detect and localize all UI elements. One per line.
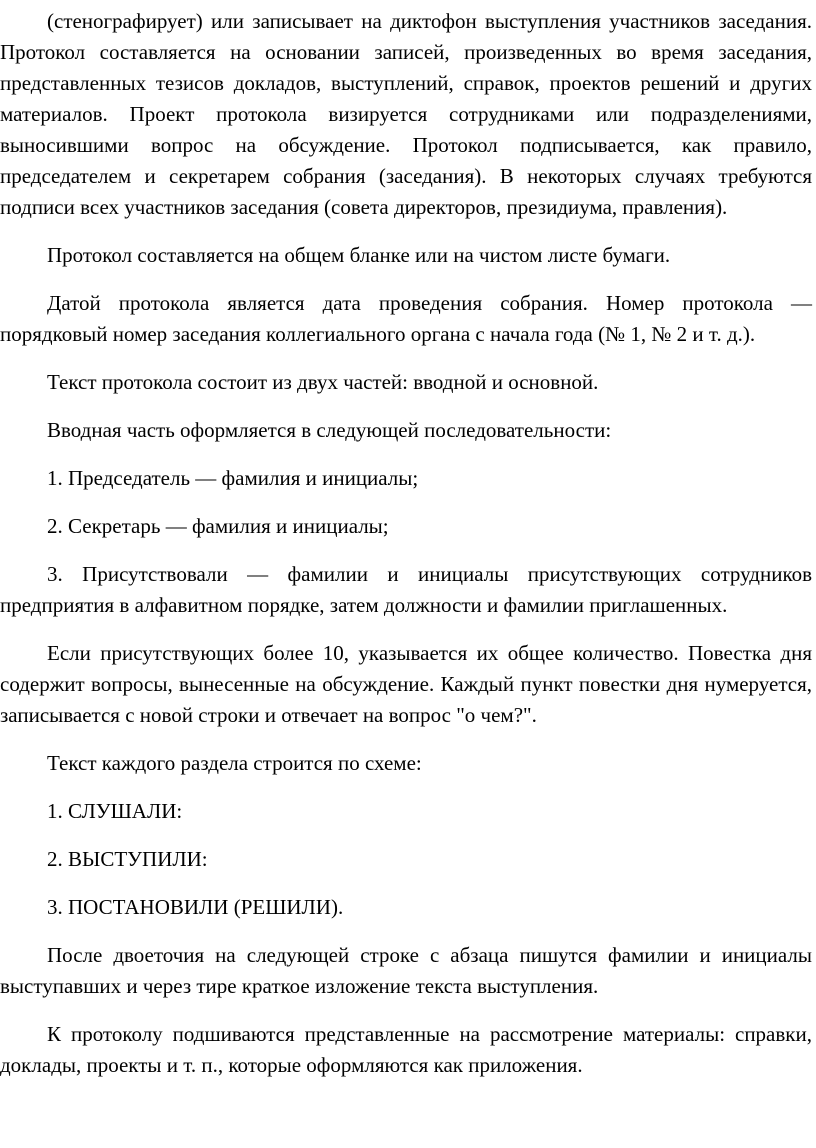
paragraph-section-scheme: Текст каждого раздела строится по схеме: — [47, 751, 422, 775]
paragraph-agenda: Если присутствующих более 10, указывается их общее количество. Повестка дня содержит вопросы, вынесенные на обсуждение. Каждый пункт повестки дня нумеруется, записывается с новой строки и отвечает на вопрос "о чем?". — [0, 641, 812, 727]
paragraph-text-parts: Текст протокола состоит из двух частей: вводной и основной. — [47, 370, 599, 394]
paragraph-date-number: Датой протокола является дата проведения собрания. Номер протокола — порядковый номер заседания коллегиального органа с начала года (№ 1, № 2 и т. д.). — [0, 291, 812, 346]
paragraph-after-colon: После двоеточия на следующей строке с абзаца пишутся фамилии и инициалы выступавших и через тире краткое изложение текста выступления. — [0, 943, 812, 998]
list-item-heard: 1. СЛУШАЛИ: — [47, 799, 183, 823]
list-item-secretary: 2. Секретарь — фамилия и инициалы; — [47, 514, 389, 538]
paragraph-attachments: К протоколу подшиваются представленные на рассмотрение материалы: справки, доклады, проекты и т. п., которые оформляются как приложения. — [0, 1022, 812, 1077]
paragraph-recording: (стенографирует) или записывает на диктофон выступления участников заседания. Протокол составляется на основании записей, произведенных во время заседания, представленных тезисов докладов, выступлений, справок, проектов решений и других материалов. Проект протокола визируется сотрудниками или подразделениями, выносившими вопрос на обсуждение. Протокол подписывается, как правило, председателем и секретарем собрания (заседания). В некоторых случаях требуются подписи всех участников заседания (совета директоров, президиума, правления). — [0, 9, 812, 219]
list-item-spoke: 2. ВЫСТУПИЛИ: — [47, 847, 208, 871]
paragraph-blank: Протокол составляется на общем бланке или на чистом листе бумаги. — [47, 243, 671, 267]
list-item-present: 3. Присутствовали — фамилии и инициалы присутствующих сотрудников предприятия в алфавитном порядке, затем должности и фамилии приглашенных. — [0, 562, 812, 617]
list-item-resolved: 3. ПОСТАНОВИЛИ (РЕШИЛИ). — [47, 895, 344, 919]
paragraph-intro-sequence: Вводная часть оформляется в следующей последовательности: — [47, 418, 612, 442]
list-item-chairman: 1. Председатель — фамилия и инициалы; — [47, 466, 419, 490]
